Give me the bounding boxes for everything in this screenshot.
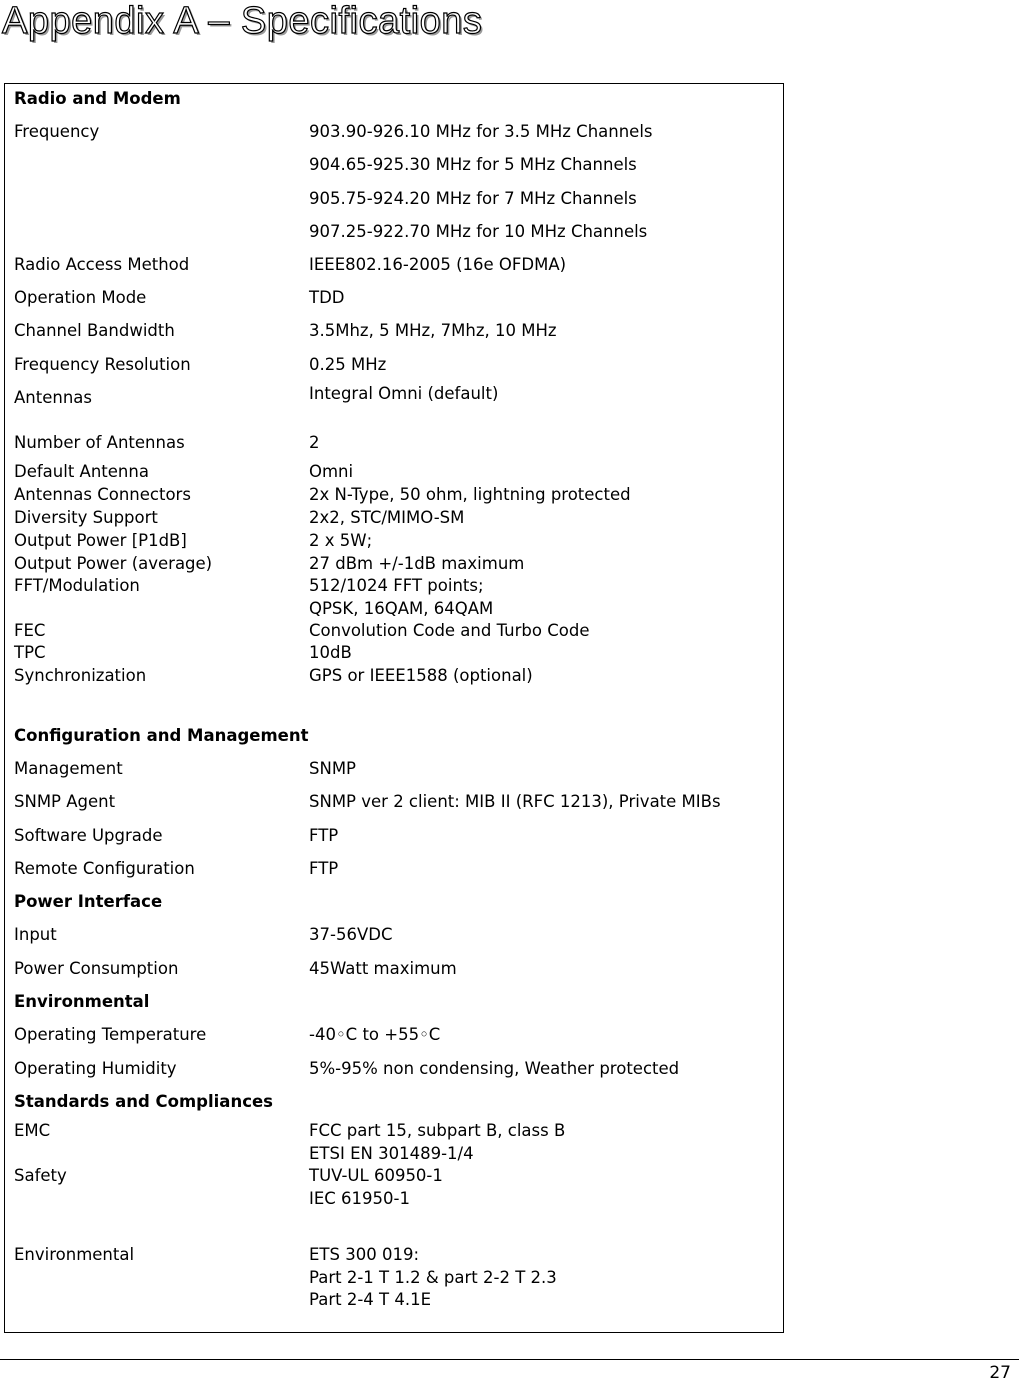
spec-value-diversity-support: 2x2, STC/MIMO-SM (309, 508, 465, 527)
spec-value-software-upgrade: FTP (309, 826, 339, 845)
spec-label-output-power-average: Output Power (average) (14, 554, 213, 573)
spec-value-environmental: Part 2-1 T 1.2 & part 2-2 T 2.3 (309, 1268, 557, 1287)
spec-value-operating-temperature: -40◦C to +55◦C (309, 1025, 441, 1044)
spec-value-radio-access-method: IEEE802.16-2005 (16e OFDMA) (309, 255, 567, 274)
spec-label-operating-temperature: Operating Temperature (14, 1025, 207, 1044)
spec-label-radio-access-method: Radio Access Method (14, 255, 190, 274)
spec-value-environmental: ETS 300 019: (309, 1245, 420, 1264)
spec-value-operation-mode: TDD (309, 288, 345, 307)
spec-label-default-antenna: Default Antenna (14, 462, 149, 481)
spec-label-operating-humidity: Operating Humidity (14, 1059, 177, 1078)
spec-value-input: 37-56VDC (309, 925, 393, 944)
spec-value-antennas: Integral Omni (default) (309, 384, 499, 403)
spec-value-default-antenna: Omni (309, 462, 354, 481)
spec-value-frequency-resolution: 0.25 MHz (309, 355, 387, 374)
spec-value-output-power-average: 27 dBm +/-1dB maximum (309, 554, 525, 573)
spec-label-synchronization: Synchronization (14, 666, 147, 685)
spec-label-number-of-antennas: Number of Antennas (14, 433, 185, 452)
section-header-environmental: Environmental (14, 992, 150, 1011)
page-number: 27 (989, 1363, 1011, 1383)
spec-label-output-power-p1db: Output Power [P1dB] (14, 531, 187, 550)
spec-value-channel-bandwidth: 3.5Mhz, 5 MHz, 7Mhz, 10 MHz (309, 321, 557, 340)
spec-value-tpc: 10dB (309, 643, 352, 662)
spec-label-management: Management (14, 759, 123, 778)
section-header-radio-and-modem: Radio and Modem (14, 89, 181, 108)
spec-value-frequency: 904.65-925.30 MHz for 5 MHz Channels (309, 155, 637, 174)
spec-value-power-consumption: 45Watt maximum (309, 959, 457, 978)
spec-value-fec: Convolution Code and Turbo Code (309, 621, 590, 640)
page-title: Appendix A – Specifications (2, 0, 483, 42)
spec-label-fft-modulation: FFT/Modulation (14, 576, 140, 595)
spec-value-synchronization: GPS or IEEE1588 (optional) (309, 666, 533, 685)
spec-value-frequency: 907.25-922.70 MHz for 10 MHz Channels (309, 222, 648, 241)
spec-label-operation-mode: Operation Mode (14, 288, 147, 307)
spec-label-antennas: Antennas (14, 388, 92, 407)
spec-value-safety: TUV-UL 60950-1 (309, 1166, 443, 1185)
spec-label-power-consumption: Power Consumption (14, 959, 179, 978)
section-header-standards-and-compliances: Standards and Compliances (14, 1092, 273, 1111)
spec-value-number-of-antennas: 2 (309, 433, 320, 452)
spec-label-fec: FEC (14, 621, 46, 640)
spec-label-safety: Safety (14, 1166, 67, 1185)
spec-value-snmp-agent: SNMP ver 2 client: MIB II (RFC 1213), Private MIBs (309, 792, 721, 811)
spec-label-software-upgrade: Software Upgrade (14, 826, 163, 845)
spec-label-emc: EMC (14, 1121, 51, 1140)
spec-label-channel-bandwidth: Channel Bandwidth (14, 321, 175, 340)
spec-label-frequency: Frequency (14, 122, 100, 141)
spec-value-environmental: Part 2-4 T 4.1E (309, 1290, 432, 1309)
spec-label-input: Input (14, 925, 57, 944)
spec-label-snmp-agent: SNMP Agent (14, 792, 116, 811)
spec-label-environmental: Environmental (14, 1245, 135, 1264)
section-header-configuration-and-management: Configuration and Management (14, 726, 309, 745)
spec-value-fft-modulation: QPSK, 16QAM, 64QAM (309, 599, 494, 618)
spec-label-tpc: TPC (14, 643, 46, 662)
section-header-power-interface: Power Interface (14, 892, 163, 911)
footer-rule (0, 1359, 1019, 1360)
spec-value-antennas-connectors: 2x N-Type, 50 ohm, lightning protected (309, 485, 631, 504)
spec-value-fft-modulation: 512/1024 FFT points; (309, 576, 484, 595)
spec-label-remote-configuration: Remote Configuration (14, 859, 195, 878)
spec-value-frequency: 905.75-924.20 MHz for 7 MHz Channels (309, 189, 637, 208)
spec-label-antennas-connectors: Antennas Connectors (14, 485, 191, 504)
spec-value-frequency: 903.90-926.10 MHz for 3.5 MHz Channels (309, 122, 653, 141)
spec-label-frequency-resolution: Frequency Resolution (14, 355, 191, 374)
spec-value-remote-configuration: FTP (309, 859, 339, 878)
spec-label-diversity-support: Diversity Support (14, 508, 158, 527)
spec-value-output-power-p1db: 2 x 5W; (309, 531, 373, 550)
spec-value-emc: ETSI EN 301489-1/4 (309, 1144, 474, 1163)
spec-value-safety: IEC 61950-1 (309, 1189, 410, 1208)
spec-value-operating-humidity: 5%-95% non condensing, Weather protected (309, 1059, 680, 1078)
spec-value-emc: FCC part 15, subpart B, class B (309, 1121, 566, 1140)
spec-value-management: SNMP (309, 759, 357, 778)
